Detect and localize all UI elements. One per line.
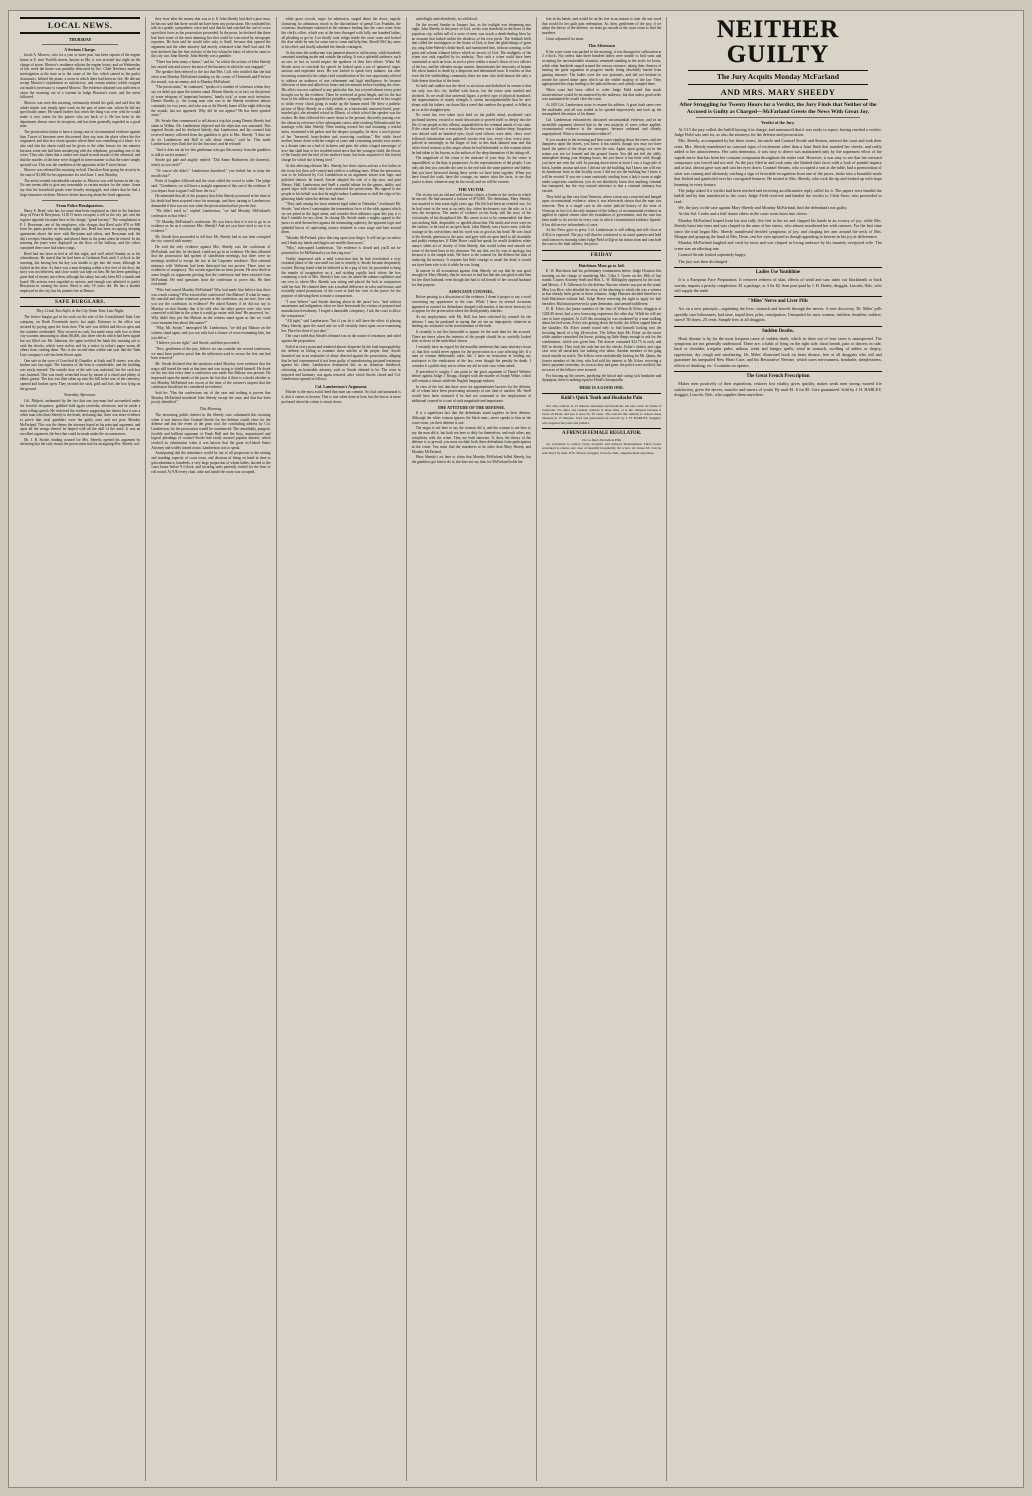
- paragraph: It certainly is not less honorable to appear for the state than for the accused. There are times when the interests of the people should be as carefully looked after as those of the individual citizen.: [411, 330, 531, 344]
- paragraph: No event has ever taken such hold on the public mind, awakened such profound interest, excited so much discussion or proved itself so deeply into the life of our people as this offense, unparalleled in the criminal annals of our state. If the crime itself was a sensation, the discovery was a shadow-deep. Suspicion was abroad with an hundred eyes; loyal eyed officers were alert; clews were followed; information was gathered; secrets ever fact, every clew, every trace, policed as unerringly as the finger of fate; to this dark skinned man and this white-faced woman; to this negro whom he had befriended; to this woman whom he had taken to his bosom, as the authors of the deep damnation of his taking-off.: [411, 113, 531, 155]
- paragraph: Visibly impressed with a mild conviction that he had overlooked a very essential phase of the case until too late to remedy it, Strode became desperately excited. Having found what he believed to be a peg of fact, he proceeded to hang the mantle of imagination on it, and striding rapidly back where the box containing a lock of Mrs. Sheedy's hair was, he asked the auburn capillaries and ran over to where Mrs. Sheedy was sitting and placed the lock in comparison with her hair. He claimed there was a marked difference in color and texture, and excitedly asked permission of the court to lead her over to the jurors for the purpose of allowing them to make a comparison.: [281, 256, 401, 298]
- paragraph: Murder is the most awful deed that man can commit. So foul and unnatural is it, that it causes to heaven. This is true when done in heat, but the horror is more profound when the victim is struck down,: [281, 390, 401, 404]
- ad-title: Kidd's Quick Tooth and Headache Pain: [561, 396, 643, 402]
- paragraph: "Who had scared Monday McFarland? Who had made him believe that there was a mob coming? Who extorted the confession? Jim Malone! If what he many, the marshal and other witnesses present at the confession say are true, how can you use the confession in evidence? We asked Kinney if he did not say to Monday on that Sunday that if he told who the other parties were who were connected with him in the crime it would go easier with him? He answered, 'no.' Why didn't they put Jim Malone on the witness stand again so that we could cross-examine him about this matter?": [151, 287, 271, 325]
- subhead-hutchison: Hutchison Must go to Jail.: [578, 262, 625, 268]
- advertisement: [542, 428, 661, 455]
- paragraph: "The prosecution," he continued, "speaks of a number of witnesses whom they say we didn't put upon the witness stand. Dennis Sheedy or, in fact, on the pretext of some telegram of 'important business,' family sick,' or some such invention. Dennis Sheedy, jr., the young man who was at the Sheedy residence almost constantly for two years, and who was at the Sheedy home all the night following the assault, has not appeared. Why did he not appear? He has been spirited away.": [151, 85, 271, 118]
- ad-title: The Great French Prescription: [746, 374, 810, 380]
- headline-safe-burglars: SAFE BURGLARS.: [20, 297, 140, 308]
- paragraph: "Why, Mr. Strode," interrupted Mr. Lambertson, "we did put Malone on the witness stand again, and you not only had a chance of cross-examining him, but you did so.": [151, 326, 271, 340]
- paragraph: One safe in the store of Crawford & Chandler, at Sixth and N streets, was also broken into last night. The business of the firm is considerable, and the building was easily entered. The outside door of the safe was unlocked, but the cash box was fastened. This was easily wrenched loose by means of a chisel and plenty of elbow grease. The box was then taken up onto the hill in the rear of the cemetery, opened and broken open. They secured the cash, gold and furs, the box lying on the ground.: [20, 358, 141, 391]
- paragraph: Peals of laughter followed and the court called the crowd to order. The judge said: "Gentlemen, we will have a straight argument of this out of the evidence. If you depart from it again I will have the two.": [151, 179, 271, 193]
- paragraph: At 3:15 the jury called, the bailiff having it in charge, and announced that it was ready to report, having reached a verdict. Judge Field was sent for, as also the attorneys for the defense and prosecution.: [674, 126, 882, 137]
- paragraph: Counsel Strode looked supremely happy.: [678, 252, 747, 258]
- day-heading: THURSDAY: [68, 36, 92, 42]
- paragraph: If the court room was packed in the morning, it was thronged to suffocation at 2 o'clock. Not unless than three hundred ladies were unable to find seats and accepting the uncomfortable situation, remained standing in the aisles for hours, while other hundreds surged around the various entrance, taking their chances of hearing the great argument in progress inside, being absolutely barred from gaining entrance. The ladies were the war prisoners, and did not hesitate to invade the rained dame upon which sat the visible majesty of the law. They appropriated the steps leading to the judicial throne, and calmly camped there.: [542, 49, 662, 87]
- paragraph: Col. Philpott, undaunted by the fact that one jury-man had succumbed under his forceful eloquence, grabbed hold again yesterday afternoon, and he made a most telling speech. He reviewed the evidence supporting the theory that it was a white man who done Sheedy to the death, declaring that, there was more evidence to prove that rival gamblers were the guilty ones and not poor Monday McFarland. This was the theme the attorney based as his principal argument, and upon all the strings thereof he harped with all the skill of the artist. It was an excellent argument, the best that could be made under the circumstances.: [20, 399, 141, 436]
- paragraph: At this affecting effusion Mrs. Sheedy, her three sisters and not a few ladies in the room lost their self-control and yield to a sobbing tears. When the peroration was to be followed by Col. Lambertson in an argument whose iron logic and polished rhetoric he feared, Strode adopted the role of a dip onat, and paid Messrs. Hall, Lambertson and Snell a candid tribute for the genius, ability and grand vigor with which they had conducted the prosecution. His appeal to the people in his behalf was that he might induce Lambertson to dull the edge of his glittering blade when the defense had done.: [281, 163, 401, 201]
- subhead-this-afternoon: This Afternoon: [588, 43, 615, 49]
- paragraph: "They rank among the most eminent legal talent in Nebraska," exclaimed Mr. Strode, "and when I contemplate the tremendous force of the odds against which we are pitted in the legal arena, and consider their influence upon this jury it is that I tremble for my client. In closing Mr. Strode made a mighty appeal to the jurors to steel themselves against the insinuating sophistry, the apparent logic and splendid bursts of captivating oratory destined to soon surge and beat around them.: [281, 202, 401, 235]
- paragraph: "Of course she didn't," Lambertson thundered," you bribed her to keep her mouth shut!": [151, 168, 271, 178]
- paragraph: At this Sol. Carder and a half dozen others in the court room burst into cheers.: [678, 211, 808, 217]
- main-headline: NEITHER GUILTY: [716, 17, 840, 68]
- paragraph: Mr. Strode declared that the questions asked Monday were evidence that the negro still feared the mob at that time and was trying to shield himself. He dwelt on the fact that every time a confession was made Jim Malone was present. He impressed upon the minds of the jurors the fact that if there is a doubt whether or not Monday McFarland was sworn at the time of the coroner's inquest that the confession should not be considered in evidence.: [151, 362, 271, 390]
- divider: [696, 117, 859, 118]
- paragraph: Morrow was released this morning on bail, Theodore Kear going his security in the sum of $1,000 for his appearance for trial June 1, next Monday.: [20, 168, 141, 178]
- ad-body: It is a European Face Preparation. It removes redness of skin, effects of wind and sun; takes out blackheads or back worms; imparts a peachy complexion. $1 a package, or 3 for $2. Sent post-paid by J. H. Harley, druggist, Lincoln, Neb., who will supply the trade.: [674, 277, 882, 293]
- paragraph: Monday McFarland laughed and cried by turns and was clasped in loving embrace by his insanely overjoyed wife. The scene was an affecting one.: [674, 240, 882, 251]
- subhead-verdict-of-jury: Verdict of the Jury.: [761, 120, 795, 126]
- paragraph: "Now, gentlemen of the jury, believe we can consider the second confession, we must have positive proof that the influences used to secure the first one had been removed.": [151, 347, 271, 361]
- divider: [42, 44, 118, 45]
- headline-serious-charge: A Serious Charge.: [64, 47, 96, 53]
- ad-subtitle: Dr. Le Duc's Periodical Pills: [582, 437, 621, 442]
- column-2: [145, 17, 275, 1481]
- ad-title: Sudden Deaths.: [761, 328, 794, 334]
- advertisement: [674, 296, 881, 322]
- paragraph: It is a significant fact that the defendants stand together in their defense. Although the white woman ignores the black man—never speaks to him in the court-room, yet their defense is one.: [411, 411, 531, 425]
- paragraph: If precedent is sought, I can point to the great argument of Daniel Webster before against Judge J. Knapp, charged with the murder of Joseph White, which will remain a classic while the English language endures.: [411, 369, 531, 383]
- paragraph: Mr. J. B. Strode, leading counsel for Mrs. Sheedy, opened his argument by declaring that the only reason the prosecution had for arraigning Mrs. Sheedy was: [20, 437, 141, 447]
- paragraph: The court ruled that Strode's demand was in the nature of testimony and ruled against the proposition.: [281, 334, 401, 344]
- column-5: [536, 17, 666, 1481]
- ad-body: Not only relieves in 15 minutes neuralgia and headache; but also cures all forms of toothache. No other one remedy relieves at these time, at is the cheapest because it cures all kinds, and has it done for 50 cents. The warrant this remedy to relieve these diseases in 15 minutes. Sold and guaranteed in Lincoln by J. H. HARLEY, druggist, who supplies the trade and jobbers.: [542, 403, 662, 425]
- divider: [688, 99, 867, 100]
- paragraph: As the News goes to press, Col. Lambertson is still talking and will close at 4:30 it is expected. The jury will then be conducted to its usual quarters and held until tomorrow morning when Judge Field will give his instructions and conclude the case to the final arbiters, the jurors.: [542, 228, 662, 247]
- divider: [688, 84, 867, 85]
- paragraph: The magnitude of the crime is the measure of your duty. As the crime is unparalleled, so the duty is paramount. As the representatives of the people, I can only ask that you consider the case to the end with the same patience and fidelity that you have bestowed during these weeks we have been together. When you have found the truth, have the courage, no matter what the facts, to see that justice is done, whatever may be the result; and we will be content.: [411, 156, 531, 184]
- headline-deck-2: AND MRS. MARY SHEEDY: [720, 86, 836, 97]
- column-6: [666, 17, 886, 1481]
- paragraph: "I now believe" said Strode dancing about in the jurors' box, "and without amazement and indignation, what we have been made the victims of perjured and manufactured testimony. I forged a damnable conspiracy. I ask the court to allow the comparison.": [281, 299, 401, 318]
- column-3: [276, 17, 406, 1481]
- paragraph: "Why," interrupted Lambertson, "the evidence is closed and you'll not be permitted to let McFarland try on that ring now.": [281, 246, 401, 255]
- column-4: [406, 17, 536, 1481]
- paragraph: Court adjourned for noon.: [546, 36, 585, 41]
- paragraph: they were after the money that was in it. If John Sheedy had died a poor man, he has not said that there would not have been any prosecution. He concluded his talk in a gentle, sympathetic voice and said that he had watched the curl of scorn upon their faces as the prosecution proceeded. In the prose, he declared that there had been some of the most damning lies that could be concocted by newspaper reporters. He then said he would refer only to Snell, because that opened the argument and the other attorney had merely reiterated what Snell had said. He next declared that the first violator of the law whom he knew of when he came to this city was John Sheedy. John Sheedy was a gambler.: [151, 17, 271, 59]
- paragraph: As my employment, with Mr. Hall, has been criticised by counsel for the defense, I may be pardoned in saying that we see no impropriety whatever in lending our assistance to the ascertainment of the truth.: [411, 315, 531, 329]
- paragraph: The negro is not here to say the woman did it, and the woman is not here to say the man did it, but both are here to defy for themselves, and each other, any complicity with the crime. They are both innocent. If, then, the theory of the defense is to prevail, you must exclude both these defendants from participation in the crime. You must find the murderers to be other than Mary Sheedy and Monday McFarland.: [411, 426, 531, 454]
- headline-deck-3: After Struggling for Twenty Hours for a Verdict, the Jury Finds that Neither of the Accused is Guilty as Charged—McFarland Greets the News With Great Joy.: [679, 101, 877, 115]
- advertisement: [674, 267, 881, 293]
- paragraph: For bracing up the nerves, purifying the blood and curing sick headache and dyspepsia, there is nothing equal to Hood's Sarsaparilla.: [542, 373, 662, 383]
- paragraph: The jury was then discharged.: [678, 258, 728, 264]
- advertisement: [674, 326, 881, 368]
- paragraph: Monday McFarland leaped from his seat fully five feet to the air and clapped his hands in an ecstacy of joy, while Mrs. Sheedy burst into tears and was clasped in the arms of her sisters, who almost smothered her with caresses. For the first time since the trial began Mrs. Sheedy manifested decided symptoms of joy, and clasping her arm around the neck of Mrs. Morgan and grasping the hand of Mrs. Dean, cast her eyes upward as though appealing to heaven in her joy at deliverance.: [674, 217, 882, 240]
- paragraph: Col. Lambertson exhaustively discussed circumstantial evidence, and in an invincible argument showed that in the vast majority of cases where applied, circumstantial evidence is the strongest, because unbiased and silently unprejudiced. What is circumstantial evidence?: [542, 118, 662, 137]
- paragraph: Jacob A. Morrow, who for a year or more past, has been captain of the engine house at F, near Twelfth streets, known as Mo, it was arrested last night on the charge of arson. Morrow's residence adjoins the engine house, and on Wednesday of last week the house was partially destroyed by fire. Chief Newbury made an investigation at the time as to the cause of the fire, which started in the parlor downstairs, behind the piano, a room in which there had been no fire. He did not accept Morrow's explanation as satisfactory, and certain matters which cropped out made it necessary to suspend Morrow. The evidence obtained was sufficient to cause the swearing out of a warrant in Judge Houston's court, and the arrest followed.: [20, 53, 141, 100]
- ad-body: are warranted to relieve tardy, irregular and delayed menstruation. Three boxes warranted to relieve any case of monthly irregularity. $2 a box, six boxes $5. Can be sent direct by mail. If W. Brown, druggist, Lincoln, Neb., supplies them anywhere.: [542, 442, 662, 455]
- paragraph: Mr. Strode then commenced to tell about a trip that young Dennis Sheedy had taken to Wilbur. Mr. Lambertson objected and the objection was sustained. This angered Strode and he declared bitterly that Lambertson and his counsel had received money collected from the gamblers to give to Mrs. Sheedy. "I dose not do for Lambertson and Hall to talk about charity," said he. This made Lambertson's eyes flash fire for the first time, and he retorted:: [151, 119, 271, 147]
- newspaper-sheet: [8, 10, 1024, 1488]
- paragraph: "All right," said Lambertson; "but if you do it will have the effect of placing Mary Sheedy upon the stand and we will certainly insist upon cross-examining her. Place her there if you dare.": [281, 319, 401, 333]
- paragraph: The victim was an old and well known citizen, a leader in the circles in which he moved. He had amassed a fortune of $75,000. The defendant, Mary Sheedy, was married to him some eight years ago. His life had been an eventful one, for he had come to the west at an early day, when lawlessness was the rule, as it is now the exception. The marks of violence on his body, still the story of the vicissitudes of his disciplined life. His career is not to be commended, but there was nothing little, despicable, or ignoble about him. His faults and vices were on the surface, to be read as an open book. John Sheedy was a brave men, with the courage of his convictions; and his word was as good as his bond. He was loyal to his friends, generous to the poor, and gave with an open hand to all charitable and public enterprises. If Elder Howe could but speak, he would doubtless relate many's silent act of charity of John Sheedy, that would soften and smooth out some of the hard lines in his character. We say this, not by way of apology, but because it is the simple truth. We leave to the counsel for the defense the task of traducing his memory. It requires but little courage to assail the dead, it would not have been safe to do it while he was living.: [411, 192, 531, 267]
- paragraph: Strode got pale and angrily replied: "Did Annie Rodeariein, the domestic, testify as you wish?": [151, 158, 271, 168]
- column-1: [15, 17, 145, 1481]
- paragraph: I certainly have no regard for the maudlin sentiment that some attorneys boast of, that they would never appear for the prosecution in a case affecting life. If a man or woman deliberately takes life, I have no hesitation in lending my assistance to the vindication of the law, even though the penalty be death. I consider it a public duty not to refuse my aid in such case, when asked.: [411, 345, 531, 368]
- paragraph: H. R. Ecker, the junior member of the firm of Wilson & Ecker, druggists at 1228 M street, had a very harrowing experience the other day. While he will not care to have repeated. At 2:20 this morning he was awakened by a man walking about his bed-room. Ecker was getting down the bottle, the fellow tapped him on the shoulder. Mr. Ecker turned round only to find himself looking into the frowning barrel of a big 44-revolver. The fellow kept Mr. Ecker on the move while another ransacked the house, picking up little things enough to ask for the combination, which was given him. The drawer contained $12.75 in cash, and $20 in checks. They took the cash but not the checks. Ecker's clothes and cigar case were all ransacked, but nothing else taken. Another member of the gang stood outside on watch. The fellows were undoubtedly looking for Mr. Quinn, the former member of the firm, who had sold his interest to Mr. Ecker, receiving a heavy payment yesterday. As soon as they had gone, the police were notified, but no traces of the fellows were secured.: [542, 307, 662, 373]
- paragraph: The speaker then referred to the fact that Mrs. Coll, who testified that she had often seen Monday McFarland standing on the corner of Thirteenth and P before the assault, was an enemy, and to Monday McFarland.: [151, 70, 271, 84]
- paragraph: He intimated that all of the property that John Sheedy possessed at the time of his death had been acquired since his marriage, and then, turning to Lambertson, demanded if that was not true when the prosecution had not proven that.: [151, 194, 271, 208]
- paragraph: E. W. Hutchison had his preliminary examination before Judge Houston this morning on the charge of murdering Mrs. Celia J. Green on the 28th of last month. County Attorney Snell and Hon. L. W. Billingsley appeared for the state, and Messrs. J. E. Gilkerson for the defense. But one witness was put on the stand, Miss Lou Bice, who detailed the story of the shooting to which she was a witness as has already been given in these columns. Judge Houston decided therefore to hold Hutchison without bail, Judge Reese reserving the right to apply for bail hereafter. Hutchison preserved a quiet demeanor, and seemed indifferent.: [542, 269, 662, 306]
- paragraph: Morrow was seen this morning, strenuously denied his guilt, and said that the whole matter was simply spite work on the part of some one, whom he did not specifically name. He stated further that when the thing was over with he would make it very warm for the parties who are back of it. He has been in the department almost since its inception, and has been generally regarded as a good man.: [20, 101, 141, 129]
- subhead-associate-counsel: ASSOCIATE COUNSEL.: [448, 289, 494, 295]
- subhead: This Morning.: [199, 407, 223, 412]
- paragraph: Reed had not been in bed at all that night, and well asked Sunday as to his whereabouts. He stated that he had been at Cushman Park until 3 o'clock in the morning, but having lost his key was unable to get into the room, although he kicked on the door. As there was a man sleeping within a few feet of the door, the story was not believed, and close watch was kept on him. He has been spending a great deal of money since then, although his salary has only been $15 a month and board. His actions were regarded as curious, and enough was admitted to justify Berryman in causing his arrest. Reed is only 18 years old. He has a brother employed in the city, but his parents live at Bennet.: [20, 251, 141, 294]
- paragraph: "Monday McFarland, place that ring upon your finger. It will not go on unless and I think my hands and fingers are smaller than yours.": [281, 235, 401, 245]
- ad-title: A FRENCH FEMALE REGULATOR.: [562, 430, 642, 436]
- paragraph: "There has been many a home," said he, "in which the actions of John Sheedy has caused ruin and sorrow because of the business in which he was engaged.": [151, 60, 271, 69]
- paragraph: Mrs. Sheedy, accompanied by her three sisters, her uncle and Counsel Strode and Stearns, entered the court and took their seats. Mrs. Sheedy manifested no outward signs of excitement other than a faint flush that mantled her cheeks, and really added to her attractiveness. Her calm demeanor, it was easy to detect was maintained only by the supremest effort of the superb nerve that has been her constant companion throughout the entire trial. However, it was easy to see that her outward composure was forced and not real. As the jury filed in and took seats she flashed their faces with a look of painful inquiry and at last, almost gave way and cast her eyes down. Counsel Stearns, who occupied a seat at the table, had a premonition of what was coming and obviously catching a sign of favorable recognition from one of the jurors, broke into a beautiful smile that frisked and gamboled over his corrugated features. He turned to Mrs. Sheedy, who took the tip and looked up with hope beaming in every feature.: [674, 138, 882, 187]
- headline-deck-1: The Jury Acquits Monday McFarland: [716, 72, 840, 81]
- subhead-attitude-of-defense: THE ATTITUDE OF THE DEFENSE.: [437, 405, 506, 411]
- paragraph: In answer to all accusations against John Sheedy, we say that he was good enough for Mary Sheedy; that he was not so bad but that she was glad to take him for her third husband, even though she had to rid herself of her second husband for that purpose.: [411, 268, 531, 287]
- paragraph: Mr. Strode then proceeded to tell how Mr. Sheedy had at one time corrupted the city council with money.: [151, 234, 271, 244]
- paragraph: fate in his hands; and would be on his feet in an instant to utter the one word that would fix her guilt past redemption. So, then, gentlemen of the jury, if we adopt the theory of the defense, we must go outside of the court room to find the murderer.: [542, 17, 662, 36]
- paragraph: He said the only evidence against Mrs. Sheedy was the confession of McFarland, and this, he declared, could not go in as evidence. He then affirmed that the prosecution had spoken of clandestine meetings, but there were no meetings testified to except the two at the Carpenter residence. That criminal intimacy with Walstrom had been theorized but not proven. There were no evidences of conspiracy. The curtain signal has no been proven. He next dwelt at some length on arguments proving that the confession had been extorted from McFarland. He read questions from the confession to prove this. He then exclaimed:: [151, 244, 271, 287]
- ad-title: Ladies Use Youthlime: [755, 269, 801, 275]
- paragraph: The judge asked if a verdict had been reached and receiving an affirmative reply called for it. The papers were handed the bailiff and by him transferred to the court, Judge Field received and handed the verdict to Clerk Sizer, who proceeded to read:: [674, 187, 882, 204]
- advertisement: [674, 371, 881, 397]
- paragraph: On the second Sunday in January last, as the twilight was deepening into night, John Sheedy, in the peace of God, on his own threshold, in the heart of this populous city, within call of a score of men, was struck a death-dealing blow by an assassin that lurked within the shadows of his own porch. The Sabbath bells that called the worshippers to the house of God, to hear the glad tidings of great joy, rang John-Sheedy's death-knell, and summoned him, without warning, to the great and solemn tribunal before which no secrets of God. The malignity of the crime was only equalled by its audacity. That such a crime could have been committed at such an hour, in such a place within a stone's throw of two officers of the law, and the offender escape unseen, demonstrates the insecurity of human life when hunted to death by a desperate and determined man. It teaches us that even the life-withholding community there are men who hold human life only a little dearer than that of the brute.: [411, 22, 531, 83]
- paragraph: "O! Monday McFarland's confession. Do you know that it is not to go in as evidence as far as it concerns Mrs. Sheedy? And yet you have tried to use it as evidence.": [151, 219, 271, 233]
- paragraph: The festive burglar got in his work on the safe of the Consolidated Tank Line company, on North Fourteenth street, last night. Entrance to the office was secured by prying open the front door. The safe was drilled and blown open and the contents overhauled. They secured no cash, but made away with two or three city warrants amounting to about $8,400, also three checks which had been signed but not filled out. Mr. Johnston, the agent notified the bank this morning not to cash the checks, which were stolen, and by a notice in today's paper warns all others from cashing them. This is the second time within one year that the Tank Line company's safe has been blown open.: [20, 315, 141, 357]
- paragraph: The increasing public interest in the Sheedy case culminated this morning when it was known that Counsel Strode for the defense would close for the defense and that the event of the great trial, the concluding address by Col. Lambertson, for the prosecution would be commenced. The remarkably, pungent, forcible and brilliant argument of Frank Hall and the fiery, impassioned and logical pleadings of counsel Strode had vastly aroused popular interest, which reached its culmination when it was known that the great ex-United States Attorney and widely famed orator, Lambertson was to speak.: [151, 413, 271, 450]
- ad-title: "Miles' Nerve and Liver Pills: [748, 299, 808, 305]
- paragraph: "We didn't need to," replied Lambertson, "we had Monday McFarland's confession to that effect.": [151, 209, 271, 218]
- ad-body: Act on a new principle—regulating the liver, stomach and bowels through the nerves. A new discovery. Dr. Miles' pills speedily cure biliousness, bad taste, torpid liver, piles, constipation. Unequaled for men, women, children. Smallest, mildest, surest! 50 doses, 25 cents. Sample free, at all druggists.: [674, 306, 882, 323]
- paragraph: Harry E. Reed, who has for some time been employed as clerk in the butchers shop of Peart & Berryman, 1218 O street occupies a cell in the city jail, and the register appends his name here as the charge, "grand larceny." The complainant is P. J. Berryman, one of his employers, who charges that Reed stole $70 or $80 from his pants pocket on Saturday night last. Reed has been occupying sleeping apartments above the store with Berryman and others, and Berryman took the day's receipts Saturday night, and placed them in his pants when he retired. In the morning the jeans were displayed on the floor of the hallway, and the riches contained there once had taken wings.: [20, 208, 141, 251]
- paragraph: Anticipating that the attendance would be out of all proportion to the seating and standing capacity of court room, and desirous of being on hand in time to gain admittance, hundreds, a very large proportion of whom ladies, hurried to the court house before 9 o'clock, and securing seats patiently waited for the hour to roll round. At 9:50 every chair, aisle and inside the room was occupied,: [151, 451, 271, 475]
- headline-police-headquarters: From Police Headquarters.: [56, 202, 104, 208]
- paragraph: They hold up that case from Vermont, where a man was convicted and hanged upon circumstantial evidence, when it was afterwards shown that the man was innocent. That is a single case in the entire judicial history of the state of Vermont, in fact it is the only instance of the fallacy of circumstantial evidence as applied in capital crimes since the foundation of government, and the case has been made to do service in every case in which circumstantial evidence figured. It has did service in hundreds of cases.: [542, 194, 662, 227]
- ad-body: Makes men positively of their aspirations, restores lost vitality, gives quickly, makes weak men strong, marred life satisfactory, gives the nerves, muscles and sinews of youth. By mail $1. 6 for $5. Cure guaranteed. Sold by J. H. HARLEY, druggist, Lincoln, Neb., who supplies them anywhere.: [674, 381, 882, 397]
- advertisement: [542, 393, 661, 424]
- paragraph: "And it does not do for this gentleman who got this money from the gamblers to talk in such a manner.": [151, 148, 271, 157]
- paragraph: At 2:05 Col. Lambertson arose to resume his address. A great hush came over the multitude, and all was settled as he opened impressively and took up the incompleted discussion of his theme.: [542, 102, 662, 117]
- subhead-lambertson-argument: Col. Lambertson's Argument.: [315, 384, 368, 390]
- paragraph: We, the jury, in the case against Mary Sheedy and Monday McFarland, find the defendant's not guilty.: [678, 205, 848, 211]
- subhead: They Crack Two Safes in the City Some Time Last Night.: [36, 309, 125, 314]
- paragraph: unfeelingly and relentlessly, in cold blood.: [415, 17, 478, 21]
- subhead-the-victim: THE VICTIM.: [458, 186, 485, 192]
- paragraph: When court had been called to order Judge Field stated that much inconvenience would be encountered by the audience, but that unless good order was maintained he would clear the room.: [542, 87, 662, 102]
- headline-friday: FRIDAY: [542, 250, 661, 261]
- ad-body: Heart disease is by far the most frequent cause of sudden death, which in three out of four cases is unsuspected. The symptoms are not generally understood. These are: a habit of lying on the right side, short breath, pain or distress in side, back or shoulder, irregular pulse, asthma, weak and hungry spells, wind in stomach, swelling of ankles or dropsy, oppression, dry cough and smothering. Dr. Miles' illustrated book on heart disease, free at all druggists who sell and guarantee his unequaled New Heart Cure, and his Restorative Nervine, which cures nervousness, headache, sleeplessness, effects of drinking, etc. 3 contains no opiates.: [674, 335, 882, 368]
- subhead: Yesterday Afternoon.: [63, 393, 97, 398]
- paragraph: If you awaken in the morning and hear water rippling down the eaves, and see dampness upon the leaves, you know it has rained, though you may not have heard the patter of the drops nor seen the rain. Again, upon going out in the winter you see ice formed and the ground frozen. You did not feel the chilly atmosphere during your sleeping hours, but you know it has been cold, though you have not seen the cold. In passing down street at noon I saw a large pile of brick, lumber, mortar and iron; I did not see the building, but I know one will rear its handsome front in that locality soon; I did not see the building but I know it will be erected. If you see a man cautiously stealing from a lady's room at night under suspicious conditions, you do not absolutely know that anything criminal has transpired, but the very natural inference is that a criminal intimacy has existed.: [542, 137, 662, 194]
- paragraph: Said he: "Has the confessions out of the case and nothing is proven that Monday McFarland murdered John Sheedy except the cane, and that has been poorly identified.": [151, 391, 271, 405]
- divider: [42, 200, 118, 201]
- divider: [688, 70, 867, 71]
- paragraph: Before passing to a discussion of the evidence, I deem it proper to say a word concerning my appearance in the case. While I have on several occasions appeared as counsel for defendants charged with murder, it has never been my lot to appear for the prosecution where the death penalty attaches.: [411, 295, 531, 314]
- paragraph: "I believe you are right," said Strode, and then proceeded:: [155, 341, 240, 346]
- paragraph: Mary Sheedy's act here to claim that Monday McFarland killed Sheedy, but the gamblers got him to do it; she dare not say that, for McFarland holds her: [411, 455, 531, 465]
- paragraph: In view of the fact that there were six argumentative lawyers for the defense, all of whom have been prosecuting attorneys at one time or another, Mr. Snell would have been censured if he had not consented to the employment of additional counsel in a case of such magnitude and importance.: [411, 384, 531, 403]
- paragraph: The arrest created considerable surprise, as Morrow was well known in the city. No one seems able to give any reasonable or certain motive for the crime. Some say that his household goods were heavily mortgaged, and others that he had a large insurance on them. Morrow denies knowing about the fixed apparatus.: [20, 178, 141, 197]
- paragraph: At this time the auditorium was jammed almost to suffocation, while hundreds remained standing inside and outside the railing. It was a splendid audience, such an one, in fact as would inspire the speakers of their best efforts. When Mr. Strode arose to conclude his speech he looked upon a sea of upturned, eager, anxious and expectant faces. He was looked to speak forty minutes, but after becoming warmed to his subject and consideration of the rare opportunity offered to address an audience of rare refinement and high intelligence, he became oblivious of time and talked two hours and ten minutes before reaching the close. His effort was not confined to any particular line, but covered almost every point brought out by the evidence. There he reviewed at great length, and for the last hour of his address he appealed to prejudice, sympathy, avarice and in fact sought to strike every chord going to make up the human mind. He drew a pathetic picture of Mary Sheedy as a child, when, as a barefooted, innocent-faced, pure-minded girl, she attended school in Illinois, of which school the speaker was the teacher. He then followed her career down to the present, discreetly passing over the obscurity reference to her subsequent career, after reaching Nebraska until her marriage with John Sheedy. Then turning toward her and assuming a tearful mien, moistened with pathos and the deepest sympathy, he drew a word picture of her "bereaved, heart-broken and sorrowing condition." Her while faced mother, borne down with the weight of years and consuming anxiety now awaits in a distant state on a bed of sickness and pain, the white winged messenger of love that shall bear to her troubled mind news that her youngest child, the flower of the family and the idol of her mother's heart, has been acquitted of this fearful charge for which she is being tried.": [281, 50, 401, 163]
- subhead-here-is-a-good-one: HERE IS A GOOD ONE.: [579, 385, 624, 391]
- paragraph: So bold and sudden was the deed, so atrocious and diabolical its venom is that not only was this city thrilled with horror, but the entire state startled and shocked. As we recall that universal figure, a perfect type of physical manhood, the impersonation of manly strength, it seems incomprehensible that he now sleeps with his fathers, cut down like a weed that cumbers the ground, or felled as an ox in the slaughter-pen.: [411, 84, 531, 112]
- paragraph: The prosecution claims to have a strong case of circumstantial evidence against him. Traces of kerosene were discovered, they say, near the place where the fire originated, and also in a closet upstairs where there was something of a blaze. It is also said that the alarm could not be given to the other houses for ten minutes because some one had been monkeying with the telephone, grounding one of the wires. They also claim that a cinder was found in each nozzle of the chemical, and that the nozzles of the hose were clogged in some manner so that the water simply sprayed out. This was the condition of the apparatus in the F street house.: [20, 130, 141, 167]
- local-news-masthead: LOCAL NEWS.: [20, 17, 140, 34]
- paragraph: Foiled at every point and rendered almost desperate by the fatal impregnability the defense in failing to examine these articles at the proper time, Strode launched out in an avalanche of abuse directed against the prosecution, alleging that he had countenanced if not been guilty of manufacturing perjured testimony against his client. Lambertson denounced this as an infamous falsehood, reiterating an honorable attorney, such as Strode claimed to be. The court in terposed and harmony was again restored, after which Strode closed and Col. Lambertson opened as follows:: [281, 344, 401, 382]
- paragraph: while great crowds, eager for admission, surged about the doors, eagerly clamoring for admission, much to the discomfiture of genial Lou Franklin, the courteous doorkeeper stationed at the entrance leading into the court room from the clerk's office, which was at the time thronged with fully one hundred ladies, all pleading to get in. Lou finally took refuge inside the court room and locked the door while he sent for some one to come and help him. Sheriff McClay came to his relief, and finally admitted the female contingent.: [281, 17, 401, 50]
